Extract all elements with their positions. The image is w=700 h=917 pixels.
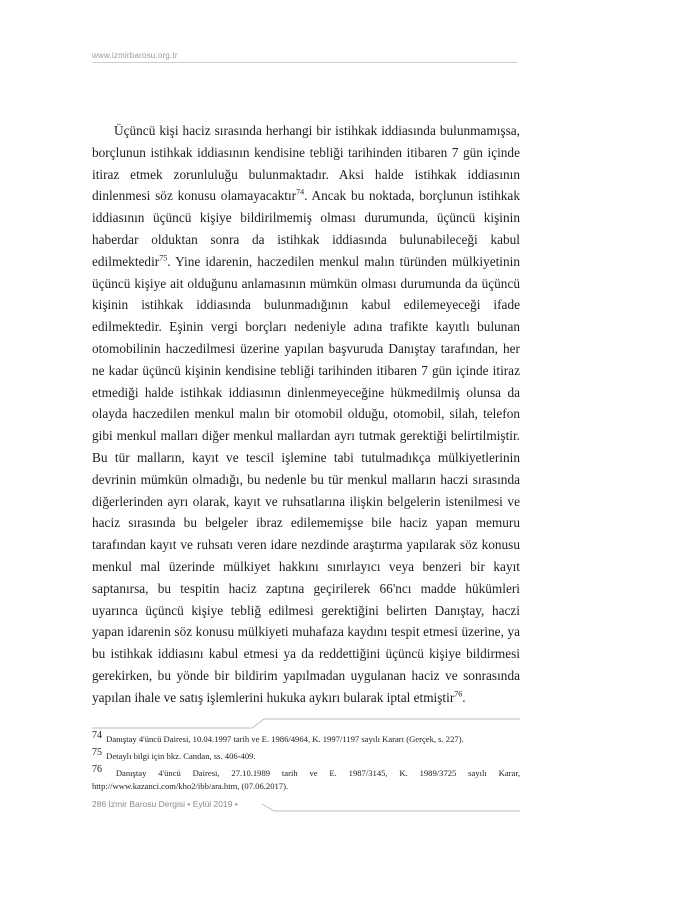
footnotes bbox=[92, 730, 520, 797]
footnote-76 bbox=[92, 764, 520, 793]
footnote-74 bbox=[92, 730, 520, 746]
footnote-number: 74 bbox=[92, 730, 102, 742]
header-url: www.izmirbarosu.org.tr bbox=[92, 51, 178, 60]
body-text-part-3: . Yine idarenin, haczedilen menkul malın türünden mülkiyetinin üçüncü kişiye ait olduğunu anlamasının mümkün olması durumunda da üçüncü kişinin istihkak iddiasında bulunmadığının kabul edilemeyeceği ifade edilmektedir. Eşinin vergi borçları nedeniyle adına trafikte kayıtlı bulunan otomobilinin haczedilmesi üzerine yapılan başvuruda Danıştay tarafından, her ne kadar üçüncü kişinin kendisine tebliği tarihinden itibaren 7 gün içinde itiraz etmediği halde istihkak iddiasının dinlenmeyeceğine hükmedilmiş olunsa da olayda haczedilen menkul malın bir otomobil olduğu, otomobil, silah, telefon gibi menkul malları diğer menkul mallardan ayrı tutmak gerektiği belirtilmiştir. Bu tür malların, kayıt ve tescil işlemine tabi tutulmadıkça mülkiyetlerinin devrinin mümkün olmadığı, bu nedenle bu tür menkul malların haczi sırasında diğerlerinden ayrı olarak, kayıt ve ruhsatlarına ilişkin belgelerin istenilmesi ve haciz sırasında bu belgeler ibraz edilememişse bile haciz yapan memuru tarafından kayıt ve ruhsatı veren idare nezdinde araştırma yapılarak söz konusu menkul mal üzerinde mülkiyet hakkını sınırlayıcı veya benzeri bir kayıt saptanırsa, bu tespitin haciz zaptına geçirilerek 66'ncı madde hükümleri uyarınca üçüncü kişiye tebliğ edilmesi gerektiğini belirten Danıştay, haczi yapan idarenin söz konusu mülkiyeti muhafaza kaydını tespit etmesi üzerine, ya bu istihkak iddiasını kabul etmesi ya da reddettiğini üçüncü kişiye bildirmesi gerekirken, bu yönde bir bildirim yapılmadan uygulanan haciz ve sonrasında yapılan ihale ve satış işlemlerini hukuka aykırı bularak iptal etmiştir bbox=[92, 253, 520, 705]
footnote-separator bbox=[92, 715, 520, 729]
footnote-text: Detaylı bilgi için bkz. Candan, ss. 406-409. bbox=[106, 751, 256, 761]
header-divider bbox=[92, 62, 517, 63]
body-text-part-1: Üçüncü kişi haciz sırasında herhangi bir istihkak iddiasında bulunmamışsa, borçlunun istihkak iddiasının kendisine tebliği tarihinden itibaren 7 gün içinde itiraz etmek zorunluluğu bulunmaktadır. Aksi halde istihkak iddiasının dinlenmesi söz konusu olamayacaktır bbox=[92, 123, 520, 204]
footnote-text: Danıştay 4'üncü Dairesi, 27.10.1989 tarih ve E. 1987/3145, K. 1989/3725 sayılı Karar, http://www.kazanci.com/kho2/ibb/ara.htm, (07.06.2017). bbox=[92, 768, 520, 791]
footnote-number: 76 bbox=[92, 764, 102, 776]
footnote-75 bbox=[92, 747, 520, 763]
footnote-ref-74[interactable]: 74 bbox=[296, 187, 305, 197]
footnote-ref-75[interactable]: 75 bbox=[159, 253, 168, 263]
body-text-part-2: . Ancak bu noktada, borçlunun istihkak iddiasının üçüncü kişiye bildirilmemiş olması durumunda, üçüncü kişinin haberdar olduktan sonra da istihkak iddiasında bulunabileceği kabul edilmektedir bbox=[92, 188, 520, 269]
body-paragraph bbox=[92, 120, 520, 709]
footnote-text: Danıştay 4'üncü Dairesi, 10.04.1997 tarih ve E. 1986/4964, K. 1997/1197 sayılı Kararı (Gerçek, s. 227). bbox=[106, 734, 464, 744]
body-text-part-4: . bbox=[462, 689, 466, 705]
footer-text: 286 İzmir Barosu Dergisi • Eylül 2019 • bbox=[92, 799, 238, 809]
footnote-number: 75 bbox=[92, 747, 102, 759]
footnote-ref-76[interactable]: 76 bbox=[454, 689, 463, 699]
page-footer bbox=[92, 799, 520, 813]
